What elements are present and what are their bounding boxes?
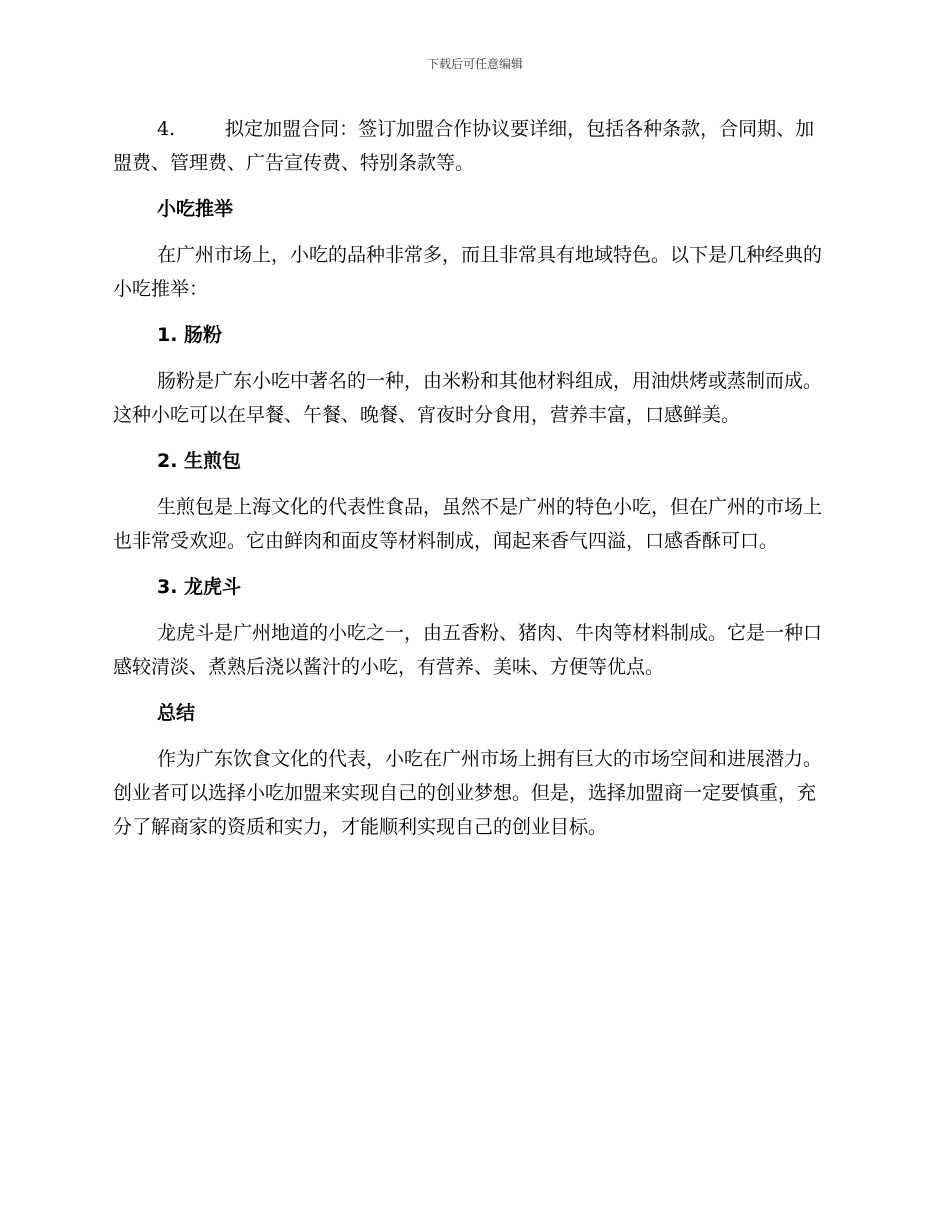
section-heading-item-1: 1. 肠粉 — [157, 324, 223, 346]
paragraph-item-3: 龙虎斗是广州地道的小吃之一，由五香粉、猪肉、牛肉等材料制成。它是一种口感较清淡、煮熟后浇以酱汁的小吃，有营养、美味、方便等优点。 — [113, 622, 823, 678]
section-heading-summary: 总结 — [157, 702, 196, 724]
list-item-number: 4. — [157, 118, 176, 140]
list-item-contract — [113, 112, 833, 180]
section-heading-item-2: 2. 生煎包 — [157, 450, 242, 472]
document-body — [113, 112, 833, 856]
page-header: 下载后可任意编辑 — [426, 57, 523, 71]
paragraph-recommend: 在广州市场上，小吃的品种非常多，而且非常具有地域特色。以下是几种经典的小吃推举： — [113, 244, 823, 300]
list-item-text: 拟定加盟合同：签订加盟合作协议要详细，包括各种条款，合同期、加盟费、管理费、广告宣传费、特别条款等。 — [113, 118, 815, 174]
paragraph-item-2: 生煎包是上海文化的代表性食品，虽然不是广州的特色小吃，但在广州的市场上也非常受欢迎。它由鲜肉和面皮等材料制成，闻起来香气四溢，口感香酥可口。 — [113, 496, 823, 552]
paragraph-summary: 作为广东饮食文化的代表，小吃在广州市场上拥有巨大的市场空间和进展潜力。创业者可以选择小吃加盟来实现自己的创业梦想。但是，选择加盟商一定要慎重，充分了解商家的资质和实力，才能顺利实现自己的创业目标。 — [113, 748, 823, 838]
section-heading-item-3: 3. 龙虎斗 — [157, 576, 242, 598]
paragraph-item-1: 肠粉是广东小吃中著名的一种，由米粉和其他材料组成，用油烘烤或蒸制而成。这种小吃可以在早餐、午餐、晚餐、宵夜时分食用，营养丰富，口感鲜美。 — [113, 370, 823, 426]
section-heading-recommend: 小吃推举 — [157, 198, 234, 220]
